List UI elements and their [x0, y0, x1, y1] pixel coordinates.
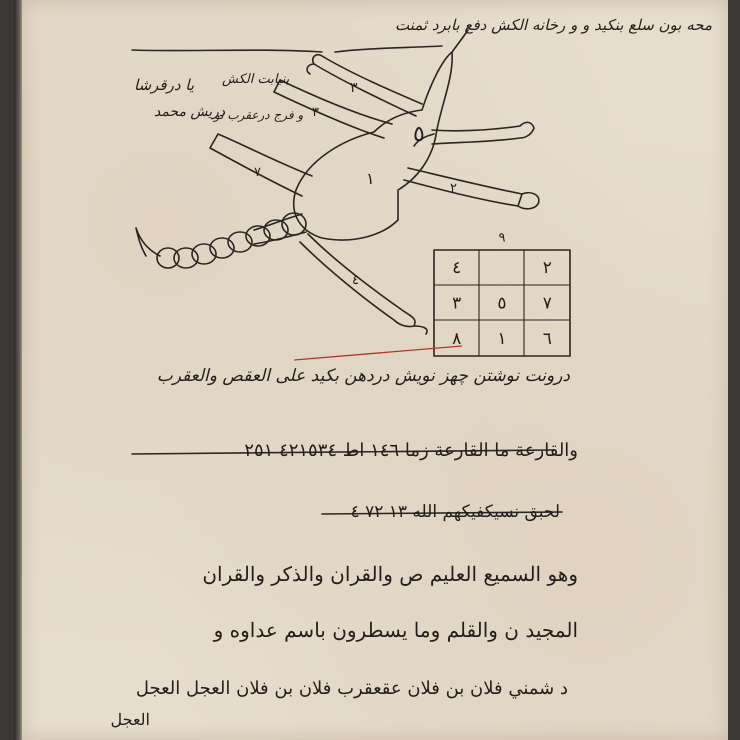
magic-square-cell: ٧ — [542, 293, 552, 314]
text-line-3: لحبق نسيكفيكهم الله ١٣ ٧٢ ٤ — [350, 502, 560, 522]
text-line-1: درونت نوشتن چهز نويش دردهن بكيد على العقص والعقرب — [156, 366, 570, 386]
header-line-3: دريش محمد — [154, 104, 226, 120]
side-note-1: بنيابت الكش — [222, 72, 290, 87]
leg-mark-right: ٢ — [450, 181, 457, 196]
magic-square-cell: ١ — [497, 328, 507, 349]
side-note-2: و فرج درعقرب نو — [214, 108, 304, 122]
leg-mark-lower: ٤ — [352, 273, 359, 288]
magic-square — [294, 231, 570, 361]
magic-square-cell: ٣ — [452, 293, 462, 314]
arm-mark-3: ٧ — [254, 165, 261, 180]
text-line-4: وهو السميع العليم ص والقران والذكر والقران — [202, 562, 578, 586]
magic-square-cell: ٨ — [452, 328, 462, 349]
magic-square-top-mark: ٩ — [498, 230, 506, 246]
magic-square-cell: ٤ — [452, 258, 462, 279]
head-mark: ٥ — [413, 122, 425, 147]
text-line-2: والقارعة ما القارعة زما ١٤٦ اط ٤٢١٥٣٤ ٢٥١ — [244, 440, 578, 461]
text-line-5: المجيد ن والقلم وما يسطرون باسم عداوه و — [213, 618, 578, 642]
text-line-7: العجل — [110, 710, 150, 729]
arm-mark-2: ٣ — [312, 105, 319, 120]
header-line-2: يا درقرشا — [134, 76, 195, 94]
tail-segments — [157, 213, 306, 268]
body-mark: ١ — [366, 169, 375, 188]
magic-square-cell: ٥ — [497, 293, 507, 314]
text-line-6: د شمني فلان بن فلان عقعقرب فلان بن فلان العجل العجل — [135, 678, 568, 699]
arm-mark-1: ٣ — [350, 80, 358, 96]
header-line-1: محه بون سلع بنكيد و و رخانه الكش دفع بابرد ثمنت — [394, 16, 712, 34]
manuscript-page — [22, 0, 728, 740]
magic-square-cell: ٢ — [542, 258, 552, 279]
magic-square-cell: ٦ — [542, 328, 552, 349]
